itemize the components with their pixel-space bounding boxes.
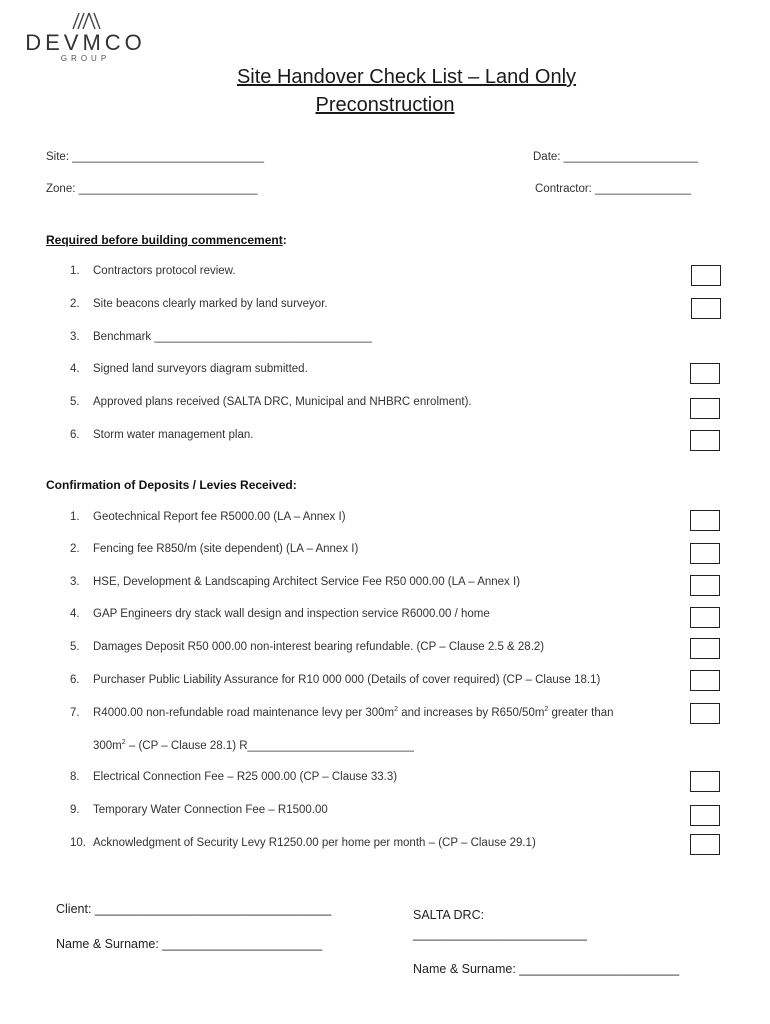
list-item: 5. Damages Deposit R50 000.00 non-interest bearing refundable. (CP – Clause 2.5 & 28.2) bbox=[70, 641, 545, 653]
checkbox[interactable] bbox=[691, 298, 721, 319]
checkbox[interactable] bbox=[690, 398, 720, 419]
salta-drc-label: SALTA DRC: bbox=[413, 908, 485, 922]
list-item: 8. Electrical Connection Fee – R25 000.00 (CP – Clause 33.3) bbox=[70, 771, 398, 783]
document-subtitle: Preconstruction bbox=[315, 94, 455, 116]
list-item: 1. Geotechnical Report fee R5000.00 (LA – Annex I) bbox=[70, 511, 346, 523]
checkbox[interactable] bbox=[690, 703, 720, 724]
list-item: 3. HSE, Development & Landscaping Architect Service Fee R50 000.00 (LA – Annex I) bbox=[70, 576, 521, 588]
section-required-heading: Required before building commencement: bbox=[46, 233, 287, 247]
checkbox[interactable] bbox=[690, 607, 720, 628]
list-item: 4. GAP Engineers dry stack wall design and inspection service R6000.00 / home bbox=[70, 608, 490, 620]
list-item: 6. Purchaser Public Liability Assurance for R10 000 000 (Details of cover required) (CP – Clause 18.1) bbox=[70, 674, 601, 686]
list-item: 2. Fencing fee R850/m (site dependent) (LA – Annex I) bbox=[70, 543, 359, 555]
list-item: 7. R4000.00 non-refundable road maintenance levy per $300m^2$ and increases by $R650/50m^2$ greater than bbox=[70, 706, 614, 719]
list-item: 6. Storm water management plan. bbox=[70, 429, 254, 441]
checkbox[interactable] bbox=[690, 638, 720, 659]
list-item: 4. Signed land surveyors diagram submitted. bbox=[70, 363, 308, 375]
checkbox[interactable] bbox=[690, 510, 720, 531]
contractor-field[interactable]: Contractor: _______________ bbox=[535, 183, 692, 195]
client-name-field[interactable]: Name & Surname: _______________________ bbox=[56, 937, 323, 951]
list-item: 3. Benchmark __________________________________ bbox=[70, 331, 372, 343]
salta-drc-signature-field[interactable]: _________________________ bbox=[413, 927, 587, 941]
list-item: 9. Temporary Water Connection Fee – R1500.00 bbox=[70, 804, 328, 816]
devmco-logo bbox=[18, 12, 153, 64]
salta-name-field[interactable]: Name & Surname: _______________________ bbox=[413, 962, 680, 976]
checkbox[interactable] bbox=[690, 543, 720, 564]
checkbox[interactable] bbox=[690, 771, 720, 792]
document-title: Site Handover Check List – Land Only bbox=[236, 66, 577, 88]
list-item-continuation: $300m^2 - (CP$ – Clause 28.1) R__________________________ bbox=[93, 739, 414, 752]
logo-wordmark: DEVMCO bbox=[25, 30, 146, 55]
list-item: 10. Acknowledgment of Security Levy R1250.00 per home per month – (CP – Clause 29.1) bbox=[70, 837, 536, 849]
client-signature-field[interactable]: Client: __________________________________ bbox=[56, 902, 332, 916]
list-item: 1. Contractors protocol review. bbox=[70, 265, 236, 277]
date-field[interactable]: Date: _____________________ bbox=[533, 151, 698, 163]
list-item: 2. Site beacons clearly marked by land surveyor. bbox=[70, 298, 328, 310]
checkbox[interactable] bbox=[690, 834, 720, 855]
checkbox[interactable] bbox=[690, 430, 720, 451]
checkbox[interactable] bbox=[691, 265, 721, 286]
section-deposits-heading: Confirmation of Deposits / Levies Received: bbox=[46, 478, 297, 492]
list-item: 5. Approved plans received (SALTA DRC, Municipal and NHBRC enrolment). bbox=[70, 396, 472, 408]
checkbox[interactable] bbox=[690, 363, 720, 384]
checkbox[interactable] bbox=[690, 805, 720, 826]
checkbox[interactable] bbox=[690, 670, 720, 691]
site-field[interactable]: Site: ______________________________ bbox=[46, 151, 265, 163]
checkbox[interactable] bbox=[690, 575, 720, 596]
devmco-mark-icon bbox=[69, 12, 103, 30]
zone-field[interactable]: Zone: ____________________________ bbox=[46, 183, 258, 195]
logo-subtitle: GROUP bbox=[60, 54, 111, 63]
